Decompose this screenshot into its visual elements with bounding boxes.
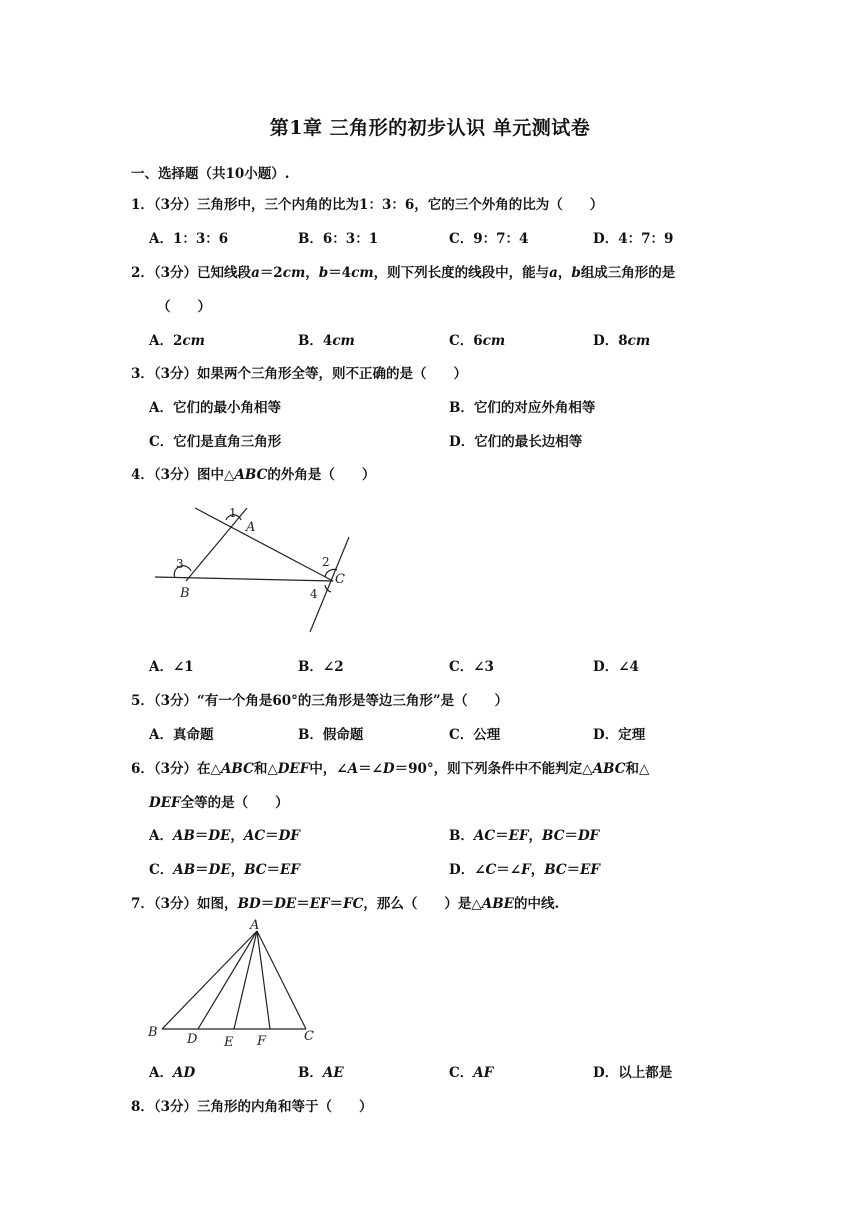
question-stem: （3分）“有一个角是60°的三角形是等边三角形”是（ ）	[153, 693, 509, 709]
option-c: C．9：7：4	[449, 231, 529, 247]
option-c: C．它们是直角三角形	[149, 434, 282, 450]
option-a: A．AB＝DE，AC＝DF	[149, 828, 300, 844]
option-b: B．AE	[298, 1065, 344, 1081]
question-stem: （3分）三角形的内角和等于（ ）	[153, 1099, 373, 1115]
label-d: D	[187, 1032, 198, 1047]
label-e: E	[224, 1035, 234, 1050]
option-b: B．4cm	[298, 333, 355, 349]
question-number: 7．	[131, 896, 154, 912]
option-d: D．定理	[593, 727, 646, 743]
option-c: C．6cm	[449, 333, 506, 349]
option-a: A．AD	[149, 1065, 196, 1081]
question-4: 4．（3分）图中△ABC的外角是（ ）	[131, 467, 376, 483]
option-a: A．真命题	[149, 727, 214, 743]
segment-af	[257, 931, 270, 1029]
label-3: 3	[176, 557, 184, 571]
label-b: B	[148, 1025, 158, 1040]
segment-ad	[198, 931, 257, 1029]
option-d: D．∠4	[593, 659, 639, 675]
option-a: A．2cm	[149, 333, 205, 349]
question-2: 2．（3分）已知线段a＝2cm，b＝4cm，则下列长度的线段中，能与a，b组成三角形的是	[131, 265, 676, 281]
label-c: C	[304, 1029, 314, 1044]
option-b: B．∠2	[298, 659, 344, 675]
question-stem: （3分）如果两个三角形全等，则不正确的是（ ）	[153, 366, 468, 382]
question-number: 5．	[131, 693, 154, 709]
option-c: C．∠3	[449, 659, 494, 675]
question-stem-continued: DEF全等的是（ ）	[149, 795, 289, 811]
label-2: 2	[322, 555, 330, 569]
option-a: A．它们的最小角相等	[149, 400, 281, 416]
label-1: 1	[229, 506, 237, 520]
option-a: A．1：3：6	[149, 231, 229, 247]
option-c: C．AF	[449, 1065, 494, 1081]
option-d: D．4：7：9	[593, 231, 674, 247]
option-d: D．它们的最长边相等	[449, 434, 583, 450]
option-b: B．它们的对应外角相等	[449, 400, 596, 416]
option-b: B．6：3：1	[298, 231, 379, 247]
option-a: A．∠1	[149, 659, 194, 675]
label-f: F	[257, 1034, 267, 1049]
section-heading: 一、选择题（共10小题）.	[131, 166, 290, 182]
option-c: C．公理	[449, 727, 501, 743]
question-number: 4．	[131, 467, 154, 483]
segment-ab	[162, 931, 257, 1029]
question-stem-continued: （ ）	[157, 299, 211, 315]
page-title: 第1章 三角形的初步认识 单元测试卷	[269, 117, 591, 139]
question-number: 8．	[131, 1099, 154, 1115]
question-6: 6．（3分）在△ABC和△DEF中，∠A＝∠D＝90°，则下列条件中不能判定△ABC和△	[131, 761, 650, 777]
segment-ac	[257, 931, 306, 1029]
option-b: B．假命题	[298, 727, 364, 743]
option-d: D．8cm	[593, 333, 651, 349]
label-a: A	[246, 520, 256, 535]
question-number: 3．	[131, 366, 154, 382]
option-c: C．AB＝DE，BC＝EF	[149, 862, 300, 878]
label-b: B	[180, 586, 190, 601]
option-b: B．AC＝EF，BC＝DF	[449, 828, 600, 844]
question-8	[131, 1095, 373, 1115]
segment-ae	[234, 931, 257, 1029]
option-d: D．以上都是	[593, 1065, 673, 1081]
option-d: D．∠C＝∠F，BC＝EF	[449, 862, 600, 878]
question-number: 2．	[131, 265, 154, 281]
label-c: C	[335, 572, 345, 587]
question-7: 7．（3分）如图，BD＝DE＝EF＝FC，那么（ ）是△ABE的中线.	[131, 896, 560, 912]
question-stem: （3分）三角形中，三个内角的比为1：3：6，它的三个外角的比为（ ）	[153, 197, 604, 213]
label-a: A	[250, 918, 260, 933]
question-number: 1．	[131, 197, 154, 213]
label-4: 4	[310, 587, 318, 601]
question-number: 6．	[131, 761, 154, 777]
